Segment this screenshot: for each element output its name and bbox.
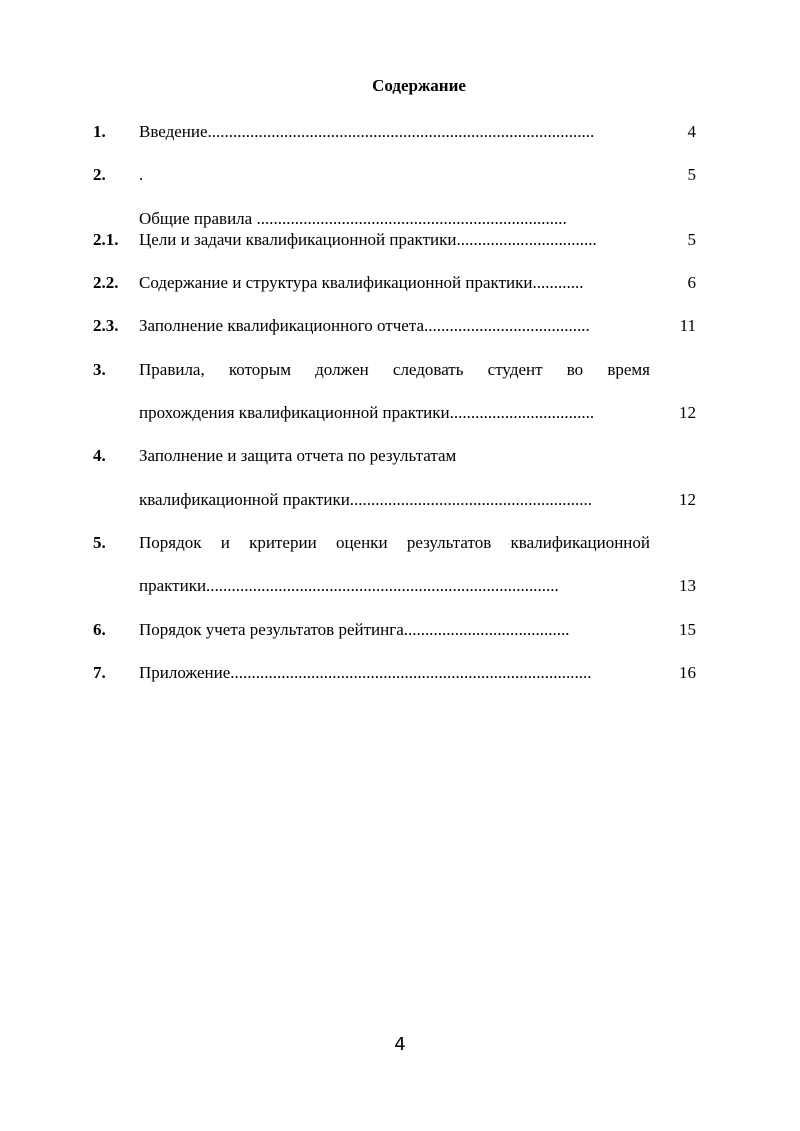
toc-entry-text: . bbox=[139, 165, 144, 184]
toc-entry-page: 5 bbox=[687, 230, 696, 249]
toc-entry-page: 13 bbox=[679, 576, 696, 595]
toc-entry-number: 5. bbox=[93, 533, 106, 552]
toc-title: Содержание bbox=[372, 76, 466, 95]
toc-entry-page: 6 bbox=[687, 273, 696, 292]
toc-entry-text: Содержание и структура квалификационной практики............ bbox=[139, 273, 584, 292]
toc-entry-page: 5 bbox=[687, 165, 696, 184]
toc-entry-number: 2.2. bbox=[93, 273, 119, 292]
toc-entry-text: Заполнение квалификационного отчета....................................... bbox=[139, 316, 590, 335]
toc-entry-text: Цели и задачи квалификационной практики................................. bbox=[139, 230, 597, 249]
toc-entry-page: 15 bbox=[679, 620, 696, 639]
toc-entry-number: 3. bbox=[93, 360, 106, 379]
toc-entry-number: 2.1. bbox=[93, 230, 119, 249]
toc-entry-text: Правила, которым должен следовать студент во время bbox=[139, 360, 650, 379]
toc-entry-number: 2. bbox=[93, 165, 106, 184]
toc-entry-text: Введение........................................................................................... bbox=[139, 122, 595, 141]
page-number: 4 bbox=[394, 1034, 406, 1055]
toc-entry-text: Приложение..................................................................................... bbox=[139, 663, 592, 682]
toc-entry-page: 4 bbox=[687, 122, 696, 141]
toc-entry-page: 11 bbox=[679, 316, 696, 335]
toc-entry-number: 4. bbox=[93, 446, 106, 465]
toc-entry-page: 16 bbox=[679, 663, 696, 682]
toc-entry-text: Порядок и критерии оценки результатов квалификационной bbox=[139, 533, 650, 552]
toc-entry-page: 12 bbox=[679, 490, 696, 509]
toc-entry-number: 1. bbox=[93, 122, 106, 141]
toc-entry-text: Заполнение и защита отчета по результатам bbox=[139, 446, 457, 465]
toc-entry-number: 7. bbox=[93, 663, 106, 682]
toc-entry-number: 2.3. bbox=[93, 316, 119, 335]
toc-entry-text-continued: практики................................................................................... bbox=[139, 576, 559, 595]
toc-entry-text: Общие правила ......................................................................... bbox=[139, 209, 567, 228]
toc-entry-text: Порядок учета результатов рейтинга....................................... bbox=[139, 620, 570, 639]
toc-entry-page: 12 bbox=[679, 403, 696, 422]
toc-entry-number: 6. bbox=[93, 620, 106, 639]
toc-entry-text-continued: квалификационной практики......................................................... bbox=[139, 490, 593, 509]
toc-entry-text-continued: прохождения квалификационной практики.................................. bbox=[139, 403, 595, 422]
